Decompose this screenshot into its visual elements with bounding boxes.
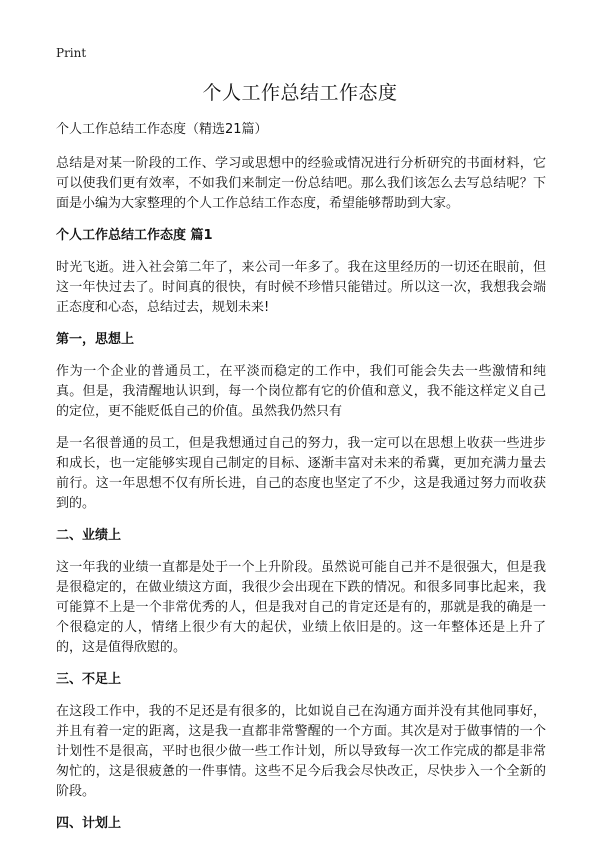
print-link[interactable]: Print [56,46,87,60]
section-title: 个人工作总结工作态度 篇1 [56,228,213,243]
page-title: 个人工作总结工作态度 [202,82,398,104]
document-subtitle: 个人工作总结工作态度（精选21篇） [56,122,268,137]
section-intro-paragraph: 时光飞逝。进入社会第二年了，来公司一年多了。我在这里经历的一切还在眼前，但这一年快过去了。时间真的很快，有时候不珍惜只能错过。所以这一次，我想我会端正态度和心态，总结过去，规划未来! [56,260,546,315]
thought-paragraph-2: 是一名很普通的员工，但是我想通过自己的努力，我一定可以在思想上收获一些进步和成长，也一定能够实现自己制定的目标、逐渐丰富对未来的希冀，更加充满力量去前行。这一年思想不仅有所长进，自己的态度也坚定了不少，这是我通过努力而收获到的。 [56,436,546,511]
heading-thought: 第一，思想上 [56,332,135,347]
heading-performance: 二、业绩上 [56,528,122,543]
performance-paragraph: 这一年我的业绩一直都是处于一个上升阶段。虽然说可能自己并不是很强大，但是我是很稳定的，在做业绩这方面，我很少会出现在下跌的情况。和很多同事比起来，我可能算不上是一个非常优秀的人，但是我对自己的肯定还是有的，那就是我的确是一个很稳定的人，情绪上很少有大的起伏，业绩上依旧是的。这一年整体还是上升了的，这是值得欣慰的。 [56,560,546,655]
intro-paragraph: 总结是对某一阶段的工作、学习或思想中的经验或情况进行分析研究的书面材料，它可以使我们更有效率，不如我们来制定一份总结吧。那么我们该怎么去写总结呢？下面是小编为大家整理的个人工作总结工作态度，希望能够帮助到大家。 [56,156,546,211]
heading-plan: 四、计划上 [56,816,122,831]
shortcomings-paragraph: 在这段工作中，我的不足还是有很多的，比如说自己在沟通方面并没有其他同事好，并且有着一定的距离，这是我一直都非常警醒的一个方面。其次是对于做事情的一个计划性不是很高，平时也很少做一些工作计划，所以导致每一次工作完成的都是非常匆忙的，这是很疲惫的一件事情。这些不足今后我会尽快改正，尽快步入一个全新的阶段。 [56,704,546,799]
document-body [56,120,546,846]
heading-shortcomings: 三、不足上 [56,672,122,687]
thought-paragraph-1: 作为一个企业的普通员工，在平淡而稳定的工作中，我们可能会失去一些激情和纯真。但是，我清醒地认识到，每一个岗位都有它的价值和意义，我不能这样定义自己的定位，更不能贬低自己的价值。虽然我仍然只有 [56,364,546,419]
